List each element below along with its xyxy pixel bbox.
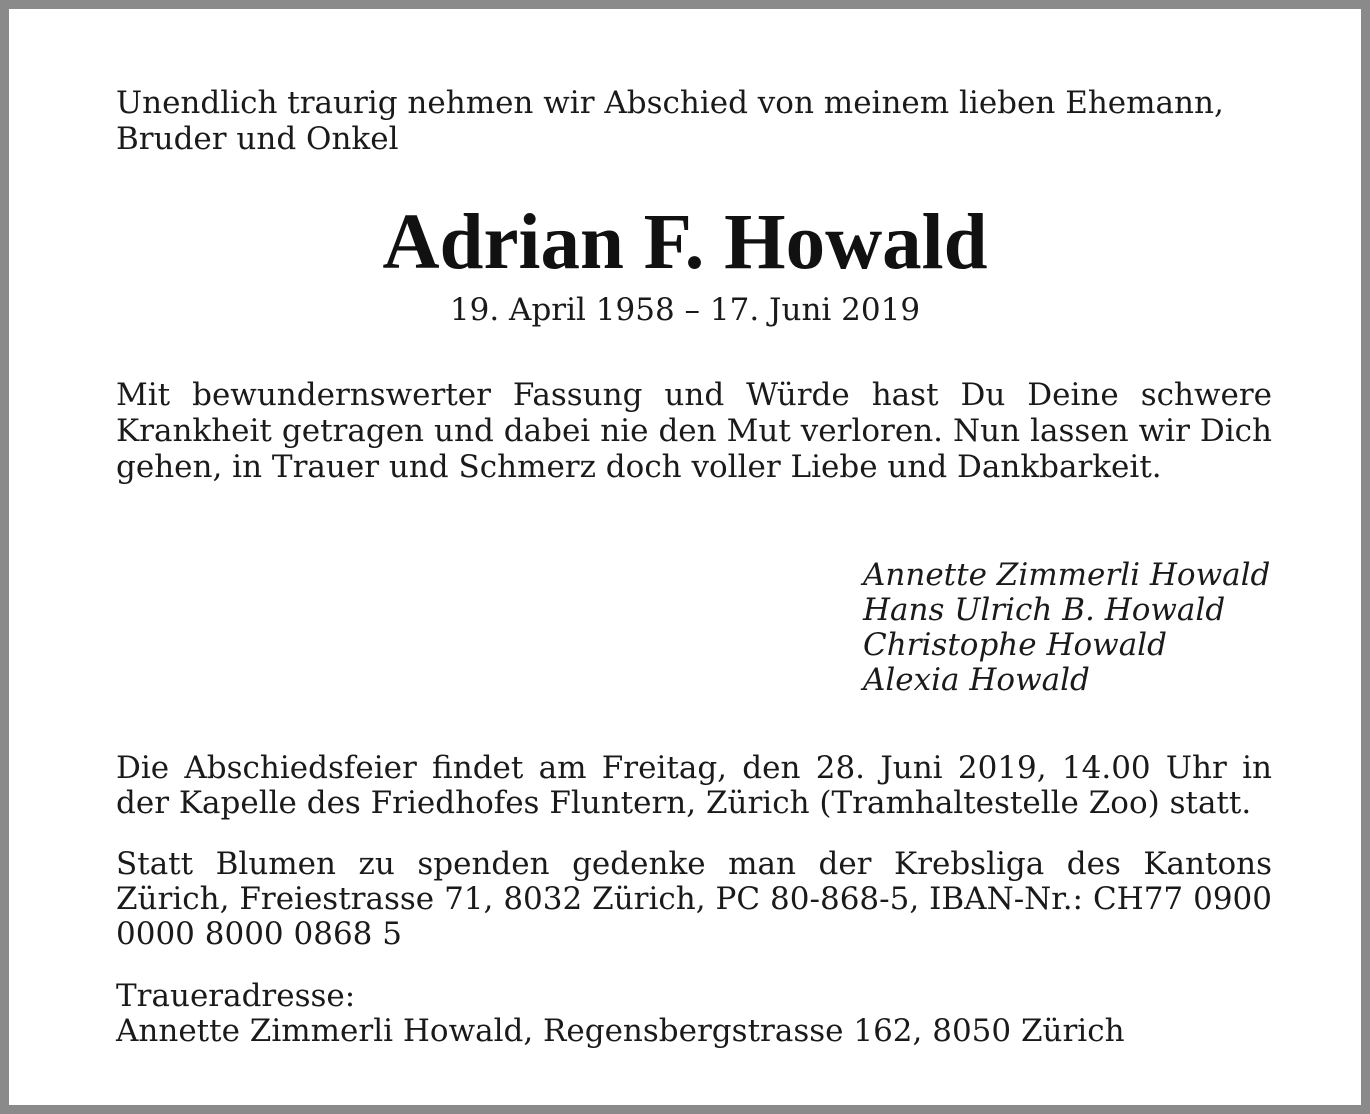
deceased-name: Adrian F. Howald [382, 199, 988, 286]
ceremony-paragraph: Die Abschiedsfeier findet am Freitag, den 28. Juni 2019, 14.00 Uhr in der Kapelle des Friedhofes Fluntern, Zürich (Tramhaltestelle Zoo) statt. [116, 750, 1272, 821]
mourners-list [863, 558, 1270, 698]
mourner-name: Hans Ulrich B. Howald [863, 592, 1226, 628]
intro-line: Unendlich traurig nehmen wir Abschied von meinem lieben Ehemann, [116, 85, 1224, 121]
life-dates: 19. April 1958 – 17. Juni 2019 [449, 292, 921, 328]
address-line: Annette Zimmerli Howald, Regensbergstrasse 162, 8050 Zürich [116, 1013, 1125, 1049]
mourning-address [116, 979, 1272, 1049]
mourner-name: Annette Zimmerli Howald [863, 557, 1271, 593]
mourner-name: Alexia Howald [863, 662, 1090, 698]
donation-paragraph: Statt Blumen zu spenden gedenke man der Krebsliga des Kantons Zürich, Freiestrasse 71, 8032 Zürich, PC 80-868-5, IBAN-Nr.: CH77 0900 0000 8000 0868 5 [116, 846, 1272, 952]
address-label: Traueradresse: [116, 978, 356, 1014]
mourner-name: Christophe Howald [863, 627, 1167, 663]
tribute-paragraph: Mit bewundernswerter Fassung und Würde hast Du Deine schwere Krankheit getragen und dabei nie den Mut verloren. Nun lassen wir Dich gehen, in Trauer und Schmerz doch voller Liebe und Dankbarkeit. [116, 377, 1272, 485]
intro-line: Bruder und Onkel [116, 121, 399, 157]
intro-text [116, 85, 1272, 157]
